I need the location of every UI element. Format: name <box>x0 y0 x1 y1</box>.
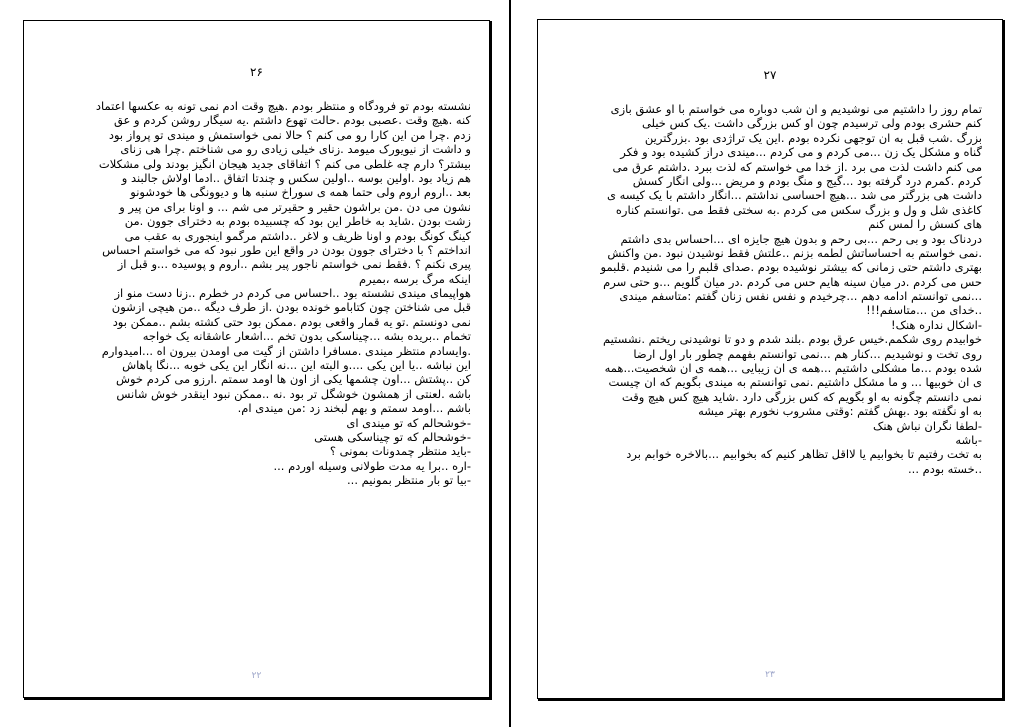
page-shadow-right <box>489 21 492 697</box>
text-line: نشون می دن .من براشون حقیر و حقیرتر می شم ... و اونا برای من پیر و <box>119 199 471 214</box>
right-page <box>537 19 1003 699</box>
text-line: زدم .چرا من این کارا رو می کنم ؟ حالا نمی خواستمش و میندی تو پرواز بود <box>108 127 471 142</box>
footer-page-number: ۲۲ <box>251 671 262 681</box>
text-line: نمی دانستم چگونه به او بگویم که کس بزرگی دارد .شاید هیچ کس هیچ وقت <box>621 389 982 404</box>
text-line: روی تخت و نوشیدیم ...کنار هم ...نمی توانستم بفهمم چطور بار اول ارضا <box>633 346 982 361</box>
text-line: ...نمی توانستم ادامه دهم ...چرخیدم و نفس نفس زنان گفتم :متاسفم میندی <box>619 289 982 304</box>
text-line: گناه و مشکل یک زن ...می کردم و می کردم ...میندی دراز کشیده بود و فکر <box>620 145 982 160</box>
text-line: شده بودم ...ما مشکلی داشتیم ...همه ی ان زیبایی ...همه ی ان شخصیت...همه <box>604 361 982 376</box>
text-line: نمی دونستم .تو یه قمار واقعی بودم .ممکن بود حتی کشته بشم ..ممکن بود <box>112 314 471 329</box>
text-line: خوابیدم روی شکمم.خیس عرق بودم .بلند شدم و دو تا نوشیدنی ریختم .نشستیم <box>603 332 982 347</box>
text-line: -باید منتظر چمدونات بمونی ؟ <box>329 444 471 459</box>
text-line: .نمی خواستم به احساساتش لطمه بزنم ..علتش فقط نوشیدن نبود .من واکنش <box>607 245 982 260</box>
footer-page-number: ۲۳ <box>765 670 775 680</box>
page-body-text <box>46 99 471 488</box>
text-line: کردم .کمرم درد گرفته بود ...گیج و منگ بودم و مریض ...ولی انگار کسش <box>632 173 982 188</box>
text-line: انداختم ؟ با دخترای جوون بودن در واقع این طور نبود که می خواستم احساس <box>102 242 471 257</box>
text-line: اینکه مرگ برسه ،بمیرم <box>359 271 471 286</box>
text-line: دردناک بود و بی رحم ...بی رحم و بدون هیچ جایزه ای ...احساس بدی داشتم <box>620 231 982 246</box>
text-line: .وایسادم منتظر میندی .مسافرا داشتن از گیت می اومدن بیرون اه ...امیدوارم <box>101 343 471 358</box>
text-line: کینگ کونگ بودم و اونا ظریف و لاغر ..داشتم مرگمو اینجوری به عقب می <box>124 228 471 243</box>
text-line: باشه .لعنتی از همشون خوشگل تر بود .نه ..ممکن نبود اینقدر خوش شانس <box>116 386 471 401</box>
text-line: می کنم داشت لذت می برد .از خدا می خواستم که لذت ببرد .داشتم عرق می <box>612 159 982 174</box>
text-line: کاغذی شل و ول و بزرگ سکس می کردم .به سختی فقط می .توانستم کناره <box>615 202 982 217</box>
page-number: ۲۶ <box>250 65 263 79</box>
text-line: نشسته بودم تو فرودگاه و منتظر بودم .هیچ وقت ادم نمی تونه به عکسها اعتماد <box>95 99 471 113</box>
text-line: باشم ...اومد سمتم و بهم لبخند زد :من میندی ام. <box>237 401 471 416</box>
book-gutter <box>509 0 511 727</box>
text-line: -خوشحالم که تو چیناسکی هستی <box>314 429 471 444</box>
text-line: تمام روز را داشتیم می نوشیدیم و ان شب دوباره می خواستم با او عشق بازی <box>610 102 982 116</box>
text-line: بزرگ .شب قبل به ان توجهی نکرده بودم .این یک تراژدی بود .بزرگترین <box>644 130 982 145</box>
text-line: کنه .هیچ وقت .عصبی بودم .حالت تهوع داشتم .یه سیگار روشن کردم و عق <box>113 113 471 128</box>
text-line: پیری نکنم ؟ .فقط نمی خواستم ناجور پیر بشم ..اروم و پوسیده ...و قبل از <box>117 257 471 272</box>
text-line: -باشه <box>955 432 982 447</box>
text-line: حس می کردم .در میان سینه هایم حس می کردم .در میان گلویم ...و حتی سرم <box>603 274 982 289</box>
text-line: -بیا تو بار منتظر بمونیم ... <box>347 473 471 488</box>
text-line: این نباشه ..یا این یکی ....و البته این ...نه انگار این یکی خوبه ...نگا پاهاش <box>122 358 471 373</box>
text-line: تخمام ..بریده بشه ...چیناسکی بدون تخم ...اشعار عاشقانه یک خواجه <box>142 329 471 344</box>
text-line: های کسش را لمس کنم <box>868 217 982 232</box>
text-line: بعد ..اروم اروم ولی حتما همه ی سوراخ سنبه ها و دیوونگی ها خودشونو <box>130 185 471 200</box>
text-line: -لطفا نگران نباش هنک <box>873 418 982 433</box>
text-line: کن ..پشتش ...اون چشمها یکی از اون ها اومد سمتم .ارزو می کردم خوش <box>115 372 471 387</box>
text-line: هواپیمای میندی نشسته بود ..احساس می کردم در خطرم ..زنا دست منو از <box>114 286 471 301</box>
text-line: هم زیاد بود .اولین بوسه ..اولین سکس و چندتا اتفاق ..ادما اولاش جالبند و <box>121 170 471 185</box>
text-line: داشت هی بزرگتر می شد ...هیچ احساسی نداشتم ...انگار داشتم با یک کیسه ی <box>606 188 982 203</box>
page-shadow-right <box>1002 20 1005 698</box>
text-line: بیشتر؟ دارم چه غلطی می کنم ؟ اتفاقای جدید هیجان انگیز بودند ولی مشکلات <box>98 156 471 171</box>
text-line: به تخت رفتیم تا بخوابیم یا لااقل تظاهر کنیم که بخوابیم ...بالاخره خوابم برد <box>626 447 982 462</box>
text-line: ..خدای من ...متاسفم!!! <box>866 303 982 318</box>
page-shadow-bottom <box>24 697 492 700</box>
page-body-text <box>557 102 982 476</box>
text-line: -اشکال نداره هنک! <box>891 317 982 332</box>
text-line: به او نگفته بود .بهش گفتم :وقتی مشروب نخورم بهتر میشه <box>698 404 982 419</box>
text-line: ..خسته بودم ... <box>908 461 982 476</box>
text-line: ی ان خوبیها ... و ما مشکل داشتیم .نمی توانستم به میندی بگویم که ان چیست <box>608 375 982 390</box>
text-line: بهتری داشتم حتی زمانی که بیشتر نوشیده بودم .صدای قلبم را می شنیدم .قلبمو <box>600 260 982 275</box>
page-number: ۲۷ <box>763 68 777 82</box>
page-shadow-bottom <box>538 698 1005 701</box>
text-line: و داشت از نیویورک میومد .زنای خیلی زیادی رو می شناختم .چرا هی زنای <box>120 142 471 157</box>
left-page <box>23 20 490 698</box>
text-line: زشت بودن .شاید به خاطر این بود که چسبیده بودم به دخترای جوون .من <box>124 214 471 229</box>
text-line: -خوشحالم که تو میندی ای <box>346 415 471 430</box>
text-line: قبل می شناختن چون کتابامو خونده بودن .از طرف دیگه ..من هیچی ازشون <box>111 300 471 315</box>
text-line: -اره ..برا یه مدت طولانی وسیله اوردم ... <box>273 458 471 473</box>
text-line: کنم حشری بودم ولی ترسیدم چون او کس بزرگی داشت .یک کس خیلی <box>641 116 982 131</box>
